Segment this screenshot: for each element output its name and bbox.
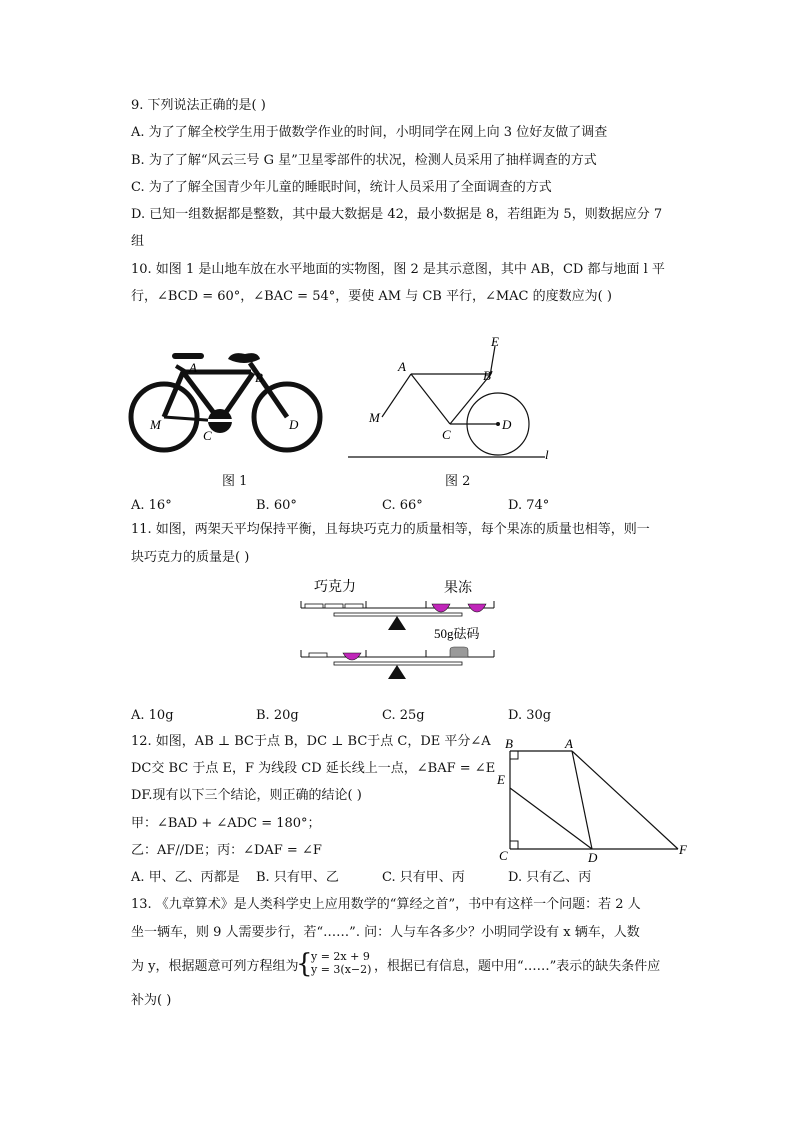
fig12-label-e: E	[497, 772, 505, 787]
fig12-label-d: D	[588, 850, 598, 865]
q9-option-a: A. 为了了解全校学生用于做数学作业的时间，小明同学在网上向 3 位好友做了调查	[131, 125, 608, 140]
fig2-label-d: D	[502, 417, 512, 432]
fig2-label-l: l	[545, 447, 549, 462]
q11-option-d: D. 30g	[508, 708, 552, 723]
equation-2: y = 3(x−2)	[311, 963, 372, 976]
q11-stem-2: 块巧克力的质量是( )	[131, 550, 250, 565]
q10-stem-1: 10. 如图 1 是山地车放在水平地面的实物图，图 2 是其示意图，其中 AB，CD 都与地面 l 平	[131, 262, 665, 277]
q10-option-c: C. 66°	[382, 498, 423, 513]
fig2-label-b: B	[483, 368, 491, 383]
jelly-3	[343, 653, 361, 660]
q13-stem-3b: ，根据已有信息，题中用“……”表示的缺失条件应	[374, 959, 661, 974]
fig1-label-d: D	[289, 417, 299, 432]
q9-stem: 9. 下列说法正确的是( )	[131, 98, 266, 113]
label-jelly: 果冻	[444, 581, 472, 596]
weight-50g	[450, 647, 468, 657]
bicycle-schematic-figure	[340, 334, 560, 464]
jelly-2	[468, 604, 486, 612]
fulcrum-1	[388, 616, 406, 630]
chocolate-4	[309, 653, 327, 657]
balance-scales-figure	[296, 572, 501, 684]
bicycle-figure	[128, 345, 324, 460]
bike-saddle	[228, 353, 260, 363]
q12-statement-yi-bing: 乙：AF//DE；丙：∠DAF = ∠F	[131, 843, 322, 858]
q10-stem-2: 行，∠BCD = 60°，∠BAC = 54°，要使 AM 与 CB 平行，∠MAC 的度数应为( )	[131, 289, 612, 304]
q12-option-c: C. 只有甲、丙	[382, 870, 465, 885]
q12-stem-1: 12. 如图，AB ⊥ BC于点 B，DC ⊥ BC于点 C，DE 平分∠A	[131, 734, 491, 749]
fig12-label-c: C	[499, 848, 508, 863]
q10-option-d: D. 74°	[508, 498, 550, 513]
q13-stem-2: 坐一辆车，则 9 人需要步行，若“……”. 问：人与车各多少？小明同学设有 x 辆车，人数	[131, 925, 640, 940]
q9-option-d-cont: 组	[131, 234, 145, 249]
bike-seat-post	[172, 353, 204, 359]
fig12-label-a: A	[565, 736, 573, 751]
fig12-label-f: F	[679, 842, 687, 857]
fig1-label-c: C	[203, 428, 212, 443]
q12-statement-jia: 甲：∠BAD + ∠ADC = 180°；	[131, 816, 321, 831]
chocolate-2	[325, 604, 343, 608]
q9-option-b: B. 为了了解“风云三号 G 星”卫星零部件的状况，检测人员采用了抽样调查的方式	[131, 153, 597, 168]
q9-option-c: C. 为了了解全国青少年儿童的睡眠时间，统计人员采用了全面调查的方式	[131, 180, 552, 195]
fulcrum-2	[388, 665, 406, 679]
q11-option-c: C. 25g	[382, 708, 425, 723]
q12-stem-3: DF.现有以下三个结论，则正确的结论( )	[131, 788, 362, 803]
fig2-caption: 图 2	[445, 474, 471, 489]
q12-option-a: A. 甲、乙、丙都是	[131, 870, 240, 885]
q9-option-d: D. 已知一组数据都是整数，其中最大数据是 42，最小数据是 8，若组距为 5，则数据应分 7	[131, 207, 663, 222]
chocolate-1	[305, 604, 323, 608]
quadrilateral-figure	[493, 733, 698, 866]
fig12-label-b: B	[505, 736, 513, 751]
q12-stem-2: DC交 BC 于点 E，F 为线段 CD 延长线上一点，∠BAF = ∠E	[131, 761, 496, 776]
q13-stem-1: 13. 《九章算术》是人类科学史上应用数学的“算经之首”，书中有这样一个问题：若 2 人	[131, 897, 641, 912]
chocolate-3	[345, 604, 363, 608]
q12-option-d: D. 只有乙、丙	[508, 870, 592, 885]
q10-option-b: B. 60°	[256, 498, 297, 513]
equation-brace: {	[296, 949, 313, 979]
fig1-label-m: M	[150, 417, 161, 432]
q12-option-b: B. 只有甲、乙	[256, 870, 339, 885]
fig1-label-b: B	[255, 370, 263, 385]
label-weight: 50g砝码	[434, 626, 480, 641]
fig2-label-c: C	[442, 427, 451, 442]
q13-stem-4: 补为( )	[131, 993, 172, 1008]
q11-option-a: A. 10g	[131, 708, 174, 723]
equation-1: y = 2x + 9	[311, 950, 370, 963]
label-chocolate: 巧克力	[314, 580, 356, 595]
fig1-caption: 图 1	[222, 474, 248, 489]
q10-option-a: A. 16°	[131, 498, 172, 513]
jelly-1	[432, 604, 450, 612]
fig2-label-e: E	[491, 334, 499, 349]
q13-stem-3a: 为 y，根据题意可列方程组为	[131, 959, 299, 974]
fig2-label-m: M	[369, 410, 380, 425]
fig1-label-a: A	[189, 360, 197, 375]
q11-stem-1: 11. 如图，两架天平均保持平衡，且每块巧克力的质量相等，每个果冻的质量也相等，则一	[131, 522, 650, 537]
fig2-label-a: A	[398, 359, 406, 374]
q11-option-b: B. 20g	[256, 708, 299, 723]
